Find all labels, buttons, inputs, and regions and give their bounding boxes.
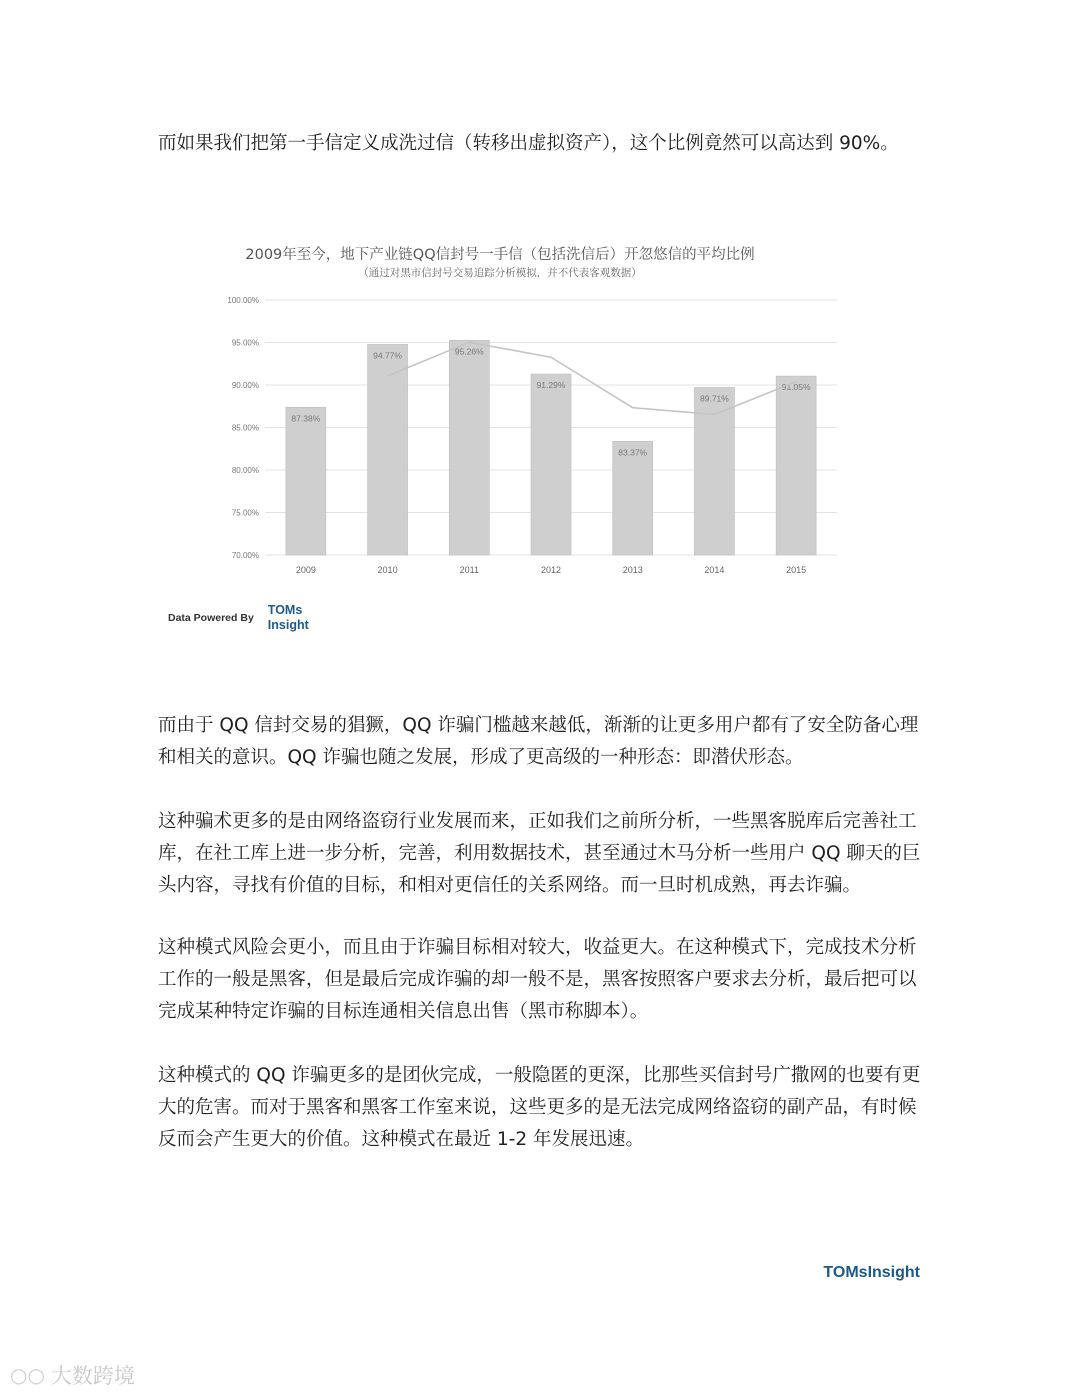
powered-by-label: Data Powered By [168,612,254,624]
x-tick-label: 2014 [704,565,725,575]
chart-svg [160,240,840,640]
bar [368,344,408,555]
bar [449,340,489,555]
watermark-icon: ○○ [10,1363,45,1387]
footer-logo: TOMsInsight [823,1264,920,1281]
y-tick-label: 70.00% [231,551,259,560]
x-tick-label: 2015 [786,565,807,575]
data-label: 91.05% [781,382,811,393]
x-tick-label: 2013 [622,565,643,575]
y-tick-label: 90.00% [231,381,259,390]
watermark-text: 大数跨境 [50,1364,135,1388]
y-tick-label: 100.00% [227,296,259,305]
data-label: 94.77% [373,350,402,361]
powered-by [168,603,309,633]
paragraph-4: 这种模式的 QQ 诈骗更多的是团伙完成，一般隐匿的更深，比那些买信封号广撒网的也要有更大的危害。而对于黑客和黑客工作室来说，这些更多的是无法完成网络盗窃的副产品，有时候反而会产生更大的价值。这种模式在最近 1-2 年发展迅速。 [158,1065,921,1150]
logo-line-2: Insight [267,618,309,632]
bar [286,407,326,555]
y-tick-label: 80.00% [231,466,259,475]
watermark [10,1360,135,1390]
intro-paragraph: 而如果我们把第一手信定义成洗过信（转移出虚拟资产），这个比例竟然可以高达到 90%。 [158,133,899,154]
data-label: 91.29% [536,380,566,391]
data-label: 87.38% [291,413,321,424]
chart-title: 2009年至今，地下产业链QQ信封号一手信（包括洗信后）开忽悠信的平均比例 [245,247,755,263]
data-label: 83.37% [618,447,648,458]
bar [776,376,816,555]
y-tick-label: 85.00% [231,423,259,433]
x-tick-label: 2011 [459,565,479,575]
bar [613,441,653,555]
data-label: 95.26% [454,346,484,357]
bar [531,374,571,555]
paragraph-1: 而由于 QQ 信封交易的猖獗，QQ 诈骗门槛越来越低，渐渐的让更多用户都有了安全防备心理和相关的意识。QQ 诈骗也随之发展，形成了更高级的一种形态：即潜伏形态。 [158,715,919,768]
x-tick-label: 2009 [295,565,316,575]
chart-subtitle: （通过对黑市信封号交易追踪分析模拟，并不代表客观数据） [358,267,642,279]
paragraph-3: 这种模式风险会更小，而且由于诈骗目标相对较大，收益更大。在这种模式下，完成技术分析工作的一般是黑客，但是最后完成诈骗的却一般不是，黑客按照客户要求去分析，最后把可以完成某种特定诈骗的目标连通相关信息出售（黑市称脚本）。 [158,937,917,1022]
trend-line [388,342,796,414]
data-label: 89.71% [700,393,729,404]
chart [160,240,840,640]
x-tick-label: 2010 [377,565,398,575]
y-tick-label: 75.00% [231,508,259,518]
paragraph-2: 这种骗术更多的是由网络盗窃行业发展而来，正如我们之前所分析，一些黑客脱库后完善社工库，在社工库上进一步分析，完善，利用数据技术，甚至通过木马分析一些用户 QQ 聊天的巨头内容，寻找有价值的目标，和相对更信任的关系网络。而一旦时机成熟，再去诈骗。 [158,811,921,896]
x-tick-label: 2012 [540,565,562,575]
y-tick-label: 95.00% [231,338,259,348]
logo-line-1: TOMs [267,603,303,617]
toms-insight-logo [268,603,309,633]
